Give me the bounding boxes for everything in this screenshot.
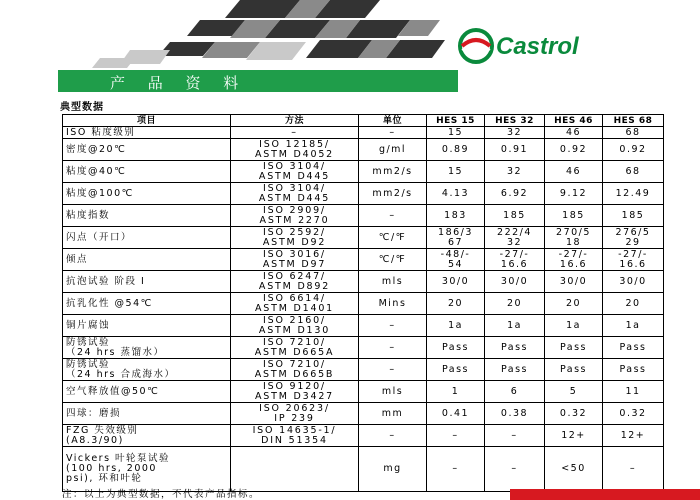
value-cell: 0.89 [427, 139, 485, 161]
value-cell: 11 [603, 381, 664, 403]
value-cell: 32 [485, 127, 545, 139]
value-cell: 46 [545, 161, 603, 183]
value-cell: 1 [427, 381, 485, 403]
method-cell: ISO 3104/ ASTM D445 [231, 161, 359, 183]
value-cell: -48/- 54 [427, 249, 485, 271]
castrol-logo [448, 20, 618, 70]
value-cell: – [485, 447, 545, 492]
item-cell: 四球：磨损 [63, 403, 231, 425]
value-cell: – [485, 425, 545, 447]
table-row [63, 183, 664, 205]
value-cell: 30/0 [427, 271, 485, 293]
unit-cell: – [359, 425, 427, 447]
item-cell: 密度@20℃ [63, 139, 231, 161]
table-row [63, 381, 664, 403]
table-row [63, 337, 664, 359]
value-cell: 5 [545, 381, 603, 403]
table-row [63, 315, 664, 337]
value-cell: 276/5 29 [603, 227, 664, 249]
unit-cell: mm [359, 403, 427, 425]
item-cell: 抗泡试验 阶段 I [63, 271, 231, 293]
value-cell: 12+ [603, 425, 664, 447]
value-cell: 20 [485, 293, 545, 315]
page-header [0, 0, 700, 92]
value-cell: 0.92 [603, 139, 664, 161]
value-cell: 1a [427, 315, 485, 337]
item-cell: 抗乳化性 @54℃ [63, 293, 231, 315]
value-cell: 6 [485, 381, 545, 403]
value-cell: Pass [485, 337, 545, 359]
value-cell: 0.92 [545, 139, 603, 161]
table-row [63, 249, 664, 271]
method-cell: ISO 2160/ ASTM D130 [231, 315, 359, 337]
column-header: HES 68 [603, 115, 664, 127]
item-cell: FZG 失效级别 (A8.3/90) [63, 425, 231, 447]
method-cell: ISO 3016/ ASTM D97 [231, 249, 359, 271]
logo-wordmark: Castrol [496, 33, 579, 60]
unit-cell: – [359, 315, 427, 337]
method-cell: ISO 20623/ IP 239 [231, 403, 359, 425]
item-cell: 闪点（开口） [63, 227, 231, 249]
value-cell: 20 [603, 293, 664, 315]
method-cell [231, 447, 359, 492]
unit-cell: mm2/s [359, 183, 427, 205]
unit-cell: mls [359, 271, 427, 293]
value-cell: 4.13 [427, 183, 485, 205]
value-cell: Pass [603, 337, 664, 359]
footnote: 注：以上为典型数据，不代表产品指标。 [62, 489, 261, 500]
value-cell: Pass [545, 337, 603, 359]
unit-cell: ℃/℉ [359, 249, 427, 271]
column-header: 方法 [231, 115, 359, 127]
value-cell: 0.38 [485, 403, 545, 425]
value-cell: Pass [545, 359, 603, 381]
unit-cell: ℃/℉ [359, 227, 427, 249]
value-cell: 32 [485, 161, 545, 183]
column-header: HES 46 [545, 115, 603, 127]
method-cell: ISO 7210/ ASTM D665B [231, 359, 359, 381]
value-cell: Pass [427, 337, 485, 359]
value-cell: -27/- 16.6 [485, 249, 545, 271]
value-cell: 68 [603, 127, 664, 139]
value-cell: 68 [603, 161, 664, 183]
item-cell: 防锈试验 （24 hrs 合成海水） [63, 359, 231, 381]
item-cell: 粘度指数 [63, 205, 231, 227]
table-row [63, 127, 664, 139]
item-cell: 铜片腐蚀 [63, 315, 231, 337]
value-cell: -27/- 16.6 [545, 249, 603, 271]
unit-cell: Mins [359, 293, 427, 315]
value-cell: 185 [485, 205, 545, 227]
value-cell: 6.92 [485, 183, 545, 205]
column-header: HES 15 [427, 115, 485, 127]
value-cell: 30/0 [603, 271, 664, 293]
unit-cell: mg [359, 447, 427, 492]
value-cell: Pass [485, 359, 545, 381]
value-cell: -27/- 16.6 [603, 249, 664, 271]
value-cell: 30/0 [545, 271, 603, 293]
typical-data-table [62, 114, 664, 492]
value-cell: 0.32 [545, 403, 603, 425]
column-header: HES 32 [485, 115, 545, 127]
value-cell: 270/5 18 [545, 227, 603, 249]
value-cell: <50 [545, 447, 603, 492]
table-row [63, 359, 664, 381]
column-header: 单位 [359, 115, 427, 127]
section-title: 典型数据 [60, 102, 104, 113]
table-header-row [63, 115, 664, 127]
method-cell: ISO 2909/ ASTM 2270 [231, 205, 359, 227]
unit-cell: – [359, 127, 427, 139]
value-cell: 46 [545, 127, 603, 139]
unit-cell: – [359, 205, 427, 227]
table-row [63, 447, 664, 492]
method-cell: ISO 12185/ ASTM D4052 [231, 139, 359, 161]
value-cell: 15 [427, 161, 485, 183]
value-cell: 9.12 [545, 183, 603, 205]
unit-cell: mm2/s [359, 161, 427, 183]
table-row [63, 161, 664, 183]
value-cell: 186/3 67 [427, 227, 485, 249]
method-cell: ISO 9120/ ASTM D3427 [231, 381, 359, 403]
value-cell: 0.32 [603, 403, 664, 425]
unit-cell: g/ml [359, 139, 427, 161]
column-header: 项目 [63, 115, 231, 127]
value-cell: 1a [485, 315, 545, 337]
table-row [63, 139, 664, 161]
table-row [63, 205, 664, 227]
table-row [63, 425, 664, 447]
item-cell: 粘度@100℃ [63, 183, 231, 205]
unit-cell: – [359, 337, 427, 359]
value-cell: – [427, 425, 485, 447]
unit-cell: mls [359, 381, 427, 403]
method-cell: ISO 3104/ ASTM D445 [231, 183, 359, 205]
band-title: 产 品 资 料 [110, 74, 248, 92]
value-cell: 15 [427, 127, 485, 139]
value-cell: Pass [427, 359, 485, 381]
value-cell: – [603, 447, 664, 492]
value-cell: 20 [427, 293, 485, 315]
value-cell: 30/0 [485, 271, 545, 293]
value-cell: 1a [545, 315, 603, 337]
item-cell: 粘度@40℃ [63, 161, 231, 183]
method-cell: – [231, 127, 359, 139]
unit-cell: – [359, 359, 427, 381]
table-row [63, 227, 664, 249]
item-cell: 防锈试验 （24 hrs 蒸馏水） [63, 337, 231, 359]
item-cell: 空气释放值@50℃ [63, 381, 231, 403]
table-row [63, 403, 664, 425]
table-row [63, 271, 664, 293]
value-cell: 185 [603, 205, 664, 227]
value-cell: 1a [603, 315, 664, 337]
value-cell: – [427, 447, 485, 492]
method-cell: ISO 14635-1/ DIN 51354 [231, 425, 359, 447]
method-cell: ISO 6247/ ASTM D892 [231, 271, 359, 293]
value-cell: 183 [427, 205, 485, 227]
table-row [63, 293, 664, 315]
value-cell: 12+ [545, 425, 603, 447]
method-cell: ISO 2592/ ASTM D92 [231, 227, 359, 249]
footer-red-bar [510, 489, 700, 500]
item-cell: Vickers 叶轮泵试验 (100 hrs, 2000 psi), 环和叶轮 [63, 447, 231, 492]
value-cell: 12.49 [603, 183, 664, 205]
item-cell: ISO 粘度级别 [63, 127, 231, 139]
value-cell: 185 [545, 205, 603, 227]
method-cell: ISO 6614/ ASTM D1401 [231, 293, 359, 315]
value-cell: 0.41 [427, 403, 485, 425]
value-cell: 20 [545, 293, 603, 315]
method-cell: ISO 7210/ ASTM D665A [231, 337, 359, 359]
value-cell: 0.91 [485, 139, 545, 161]
item-cell: 倾点 [63, 249, 231, 271]
value-cell: 222/4 32 [485, 227, 545, 249]
value-cell: Pass [603, 359, 664, 381]
